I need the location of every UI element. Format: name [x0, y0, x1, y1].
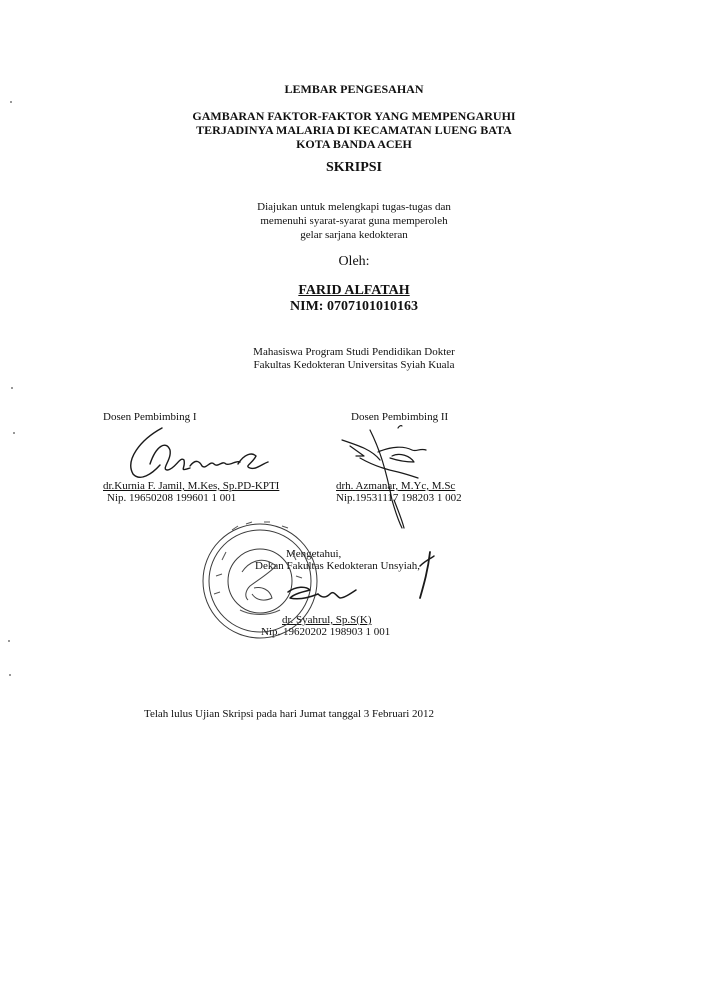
advisor-2-signature — [342, 426, 426, 528]
advisor-2-nip: Nip.19531117 198203 1 002 — [336, 492, 462, 504]
purpose-line: Diajukan untuk melengkapi tugas-tugas dan — [257, 201, 451, 213]
advisor-1-signature — [131, 428, 268, 477]
thesis-title-line: TERJADINYA MALARIA DI KECAMATAN LUENG BATA — [196, 123, 512, 137]
scan-speck — [10, 101, 12, 103]
thesis-title-line: GAMBARAN FAKTOR-FAKTOR YANG MEMPENGARUHI — [192, 109, 516, 123]
purpose-line: gelar sarjana kedokteran — [300, 229, 408, 241]
advisor-2-role: Dosen Pembimbing II — [351, 411, 449, 423]
thesis-title-line: KOTA BANDA ACEH — [296, 137, 412, 151]
faculty-stamp — [203, 522, 317, 638]
dean-name: dr. Syahrul, Sp.S(K) — [282, 614, 372, 626]
exam-note: Telah lulus Ujian Skripsi pada hari Jumat tanggal 3 Februari 2012 — [144, 708, 435, 720]
by-label: Oleh: — [338, 254, 370, 269]
advisor-1-name: dr.Kurnia F. Jamil, M.Kes, Sp.PD-KPTI — [103, 480, 280, 492]
scan-speck — [9, 674, 11, 676]
advisor-1-nip: Nip. 19650208 199601 1 001 — [107, 492, 237, 504]
author-name: FARID ALFATAH — [298, 283, 410, 298]
dean-position: Dekan Fakultas Kedokteran Unsyiah, — [255, 560, 420, 572]
document-heading: LEMBAR PENGESAHAN — [284, 82, 424, 96]
program-line: Fakultas Kedokteran Universitas Syiah Kuala — [253, 359, 455, 371]
author-nim: NIM: 0707101010163 — [290, 299, 418, 314]
dean-nip: Nip. 19620202 198903 1 001 — [261, 626, 391, 638]
purpose-line: memenuhi syarat-syarat guna memperoleh — [260, 215, 448, 227]
scan-speck — [13, 432, 15, 434]
scan-speck — [8, 640, 10, 642]
program-line: Mahasiswa Program Studi Pendidikan Dokter — [253, 346, 455, 358]
scan-speck — [11, 387, 13, 389]
acknowledged-label: Mengetahui, — [286, 548, 342, 560]
advisor-2-name: drh. Azmanar, M.Yc, M.Sc — [336, 480, 456, 492]
document-type: SKRIPSI — [325, 160, 383, 175]
advisor-1-role: Dosen Pembimbing I — [103, 411, 197, 423]
